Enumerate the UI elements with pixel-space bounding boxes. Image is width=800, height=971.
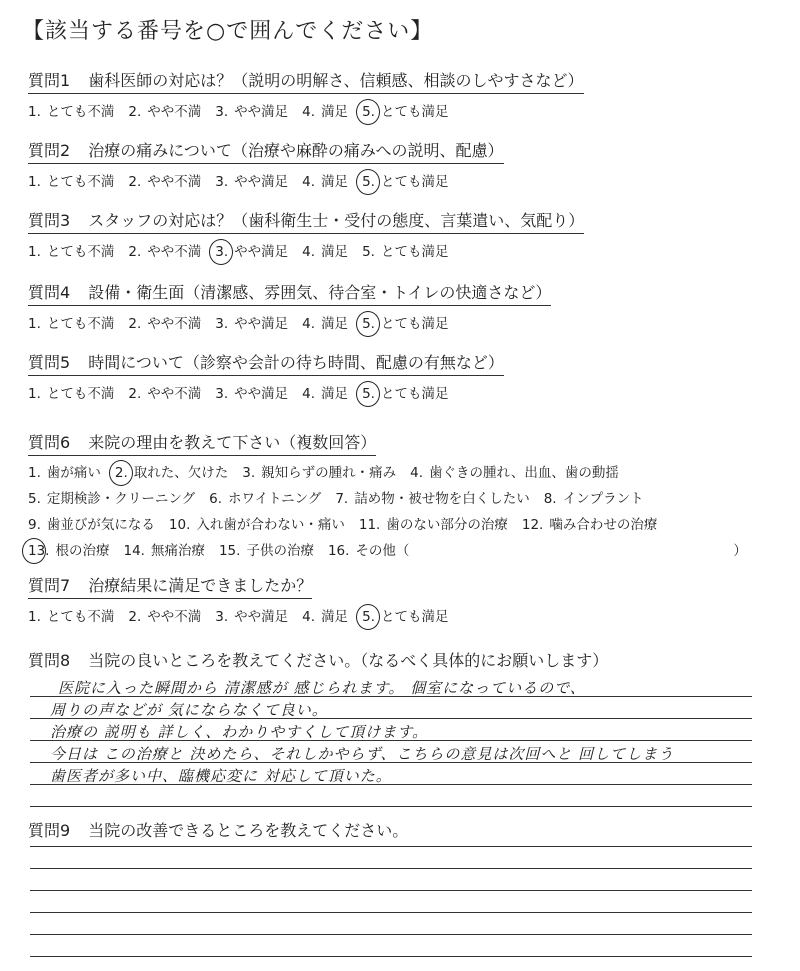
rating-option[interactable]: 4. 満足 (302, 609, 349, 625)
reason-option[interactable]: 13. 根の治療 (28, 543, 110, 559)
question-9-title: 質問9 当院の改善できるところを教えてください。 (28, 821, 409, 840)
rating-option[interactable]: 4. 満足 (302, 316, 349, 332)
question-5-title: 質問5 時間について（診察や会計の待ち時間、配慮の有無など） (28, 350, 504, 376)
question-2 (28, 138, 788, 190)
rating-option[interactable]: 4. 満足 (302, 104, 349, 120)
reason-option[interactable]: 3. 親知らずの腫れ・痛み (242, 465, 397, 481)
rating-option[interactable]: 3. やや満足 (215, 386, 289, 402)
rating-option[interactable]: 3. やや満足 (215, 316, 289, 332)
question-1-title: 質問1 歯科医師の対応は？（説明の明解さ、信頼感、相談のしやすさなど） (28, 68, 584, 94)
rating-option[interactable]: 4. 満足 (302, 174, 349, 190)
answer-line (30, 956, 752, 957)
question-4-options (28, 312, 788, 332)
reason-option[interactable]: 12. 噛み合わせの治療 (521, 517, 658, 533)
selection-circle-mark: 3. (215, 244, 229, 260)
handwritten-answer-line: 歯医者が多い中、臨機応変に 対応して頂いた。 (50, 767, 392, 785)
question-5 (28, 350, 788, 402)
question-4 (28, 280, 788, 332)
rating-option[interactable]: 5. とても満足 (362, 104, 449, 120)
handwritten-answer-line: 今日は この治療と 決めたら、それしかやらず、こちらの意見は次回へと 回してしまう (50, 745, 675, 763)
question-9 (28, 818, 788, 843)
selection-circle-mark: 5. (362, 386, 375, 402)
rating-option[interactable]: 2. やや不満 (128, 174, 202, 190)
rating-option[interactable]: 1. とても不満 (28, 174, 115, 190)
reason-option[interactable]: 1. 歯が痛い (28, 465, 101, 481)
selection-circle-mark: 13. (28, 543, 50, 559)
reason-option[interactable]: 10. 入れ歯が合わない・痛い (168, 517, 345, 533)
answer-line (30, 868, 752, 869)
rating-option[interactable]: 5. とても満足 (362, 244, 449, 260)
question-2-title: 質問2 治療の痛みについて（治療や麻酔の痛みへの説明、配慮） (28, 138, 504, 164)
reason-option[interactable]: 5. 定期検診・クリーニング (28, 491, 196, 507)
question-2-options (28, 170, 788, 190)
reason-option[interactable]: 16. その他（ ） (327, 543, 747, 559)
reason-option[interactable]: 4. 歯ぐきの腫れ、出血、歯の動揺 (410, 465, 619, 481)
rating-option[interactable]: 4. 満足 (302, 244, 349, 260)
answer-line (30, 846, 752, 847)
rating-option[interactable]: 2. やや不満 (128, 104, 202, 120)
reason-row (28, 538, 788, 564)
question-6-title: 質問6 来院の理由を教えて下さい（複数回答） (28, 430, 376, 456)
rating-option[interactable]: 5. とても満足 (362, 174, 449, 190)
reason-row (28, 486, 788, 512)
selection-circle-mark: 5. (362, 609, 375, 625)
answer-line (30, 912, 752, 913)
rating-option[interactable]: 2. やや不満 (128, 386, 202, 402)
question-3-title: 質問3 スタッフの対応は？（歯科衛生士・受付の態度、言葉遣い、気配り） (28, 208, 584, 234)
reason-option[interactable]: 7. 詰め物・被せ物を白くしたい (335, 491, 530, 507)
selection-circle-mark: 5. (362, 104, 375, 120)
rating-option[interactable]: 1. とても不満 (28, 316, 115, 332)
rating-option[interactable]: 5. とても満足 (362, 316, 449, 332)
question-3 (28, 208, 788, 260)
question-6 (28, 430, 788, 564)
reason-option[interactable]: 9. 歯並びが気になる (28, 517, 155, 533)
reason-row (28, 460, 788, 486)
answer-line (30, 890, 752, 891)
rating-option[interactable]: 2. やや不満 (128, 609, 202, 625)
question-7-options (28, 605, 788, 625)
reason-option[interactable]: 8. インプラント (543, 491, 644, 507)
reason-option[interactable]: 6. ホワイトニング (209, 491, 322, 507)
question-5-options (28, 382, 788, 402)
handwritten-answer-line: 周りの声などが 気にならなくて良い。 (50, 701, 328, 719)
rating-option[interactable]: 1. とても不満 (28, 386, 115, 402)
question-6-options (28, 460, 788, 564)
question-8 (28, 648, 788, 673)
question-7 (28, 573, 788, 625)
rating-option[interactable]: 3. やや満足 (215, 609, 289, 625)
handwritten-answer-line: 医院に入った瞬間から 清潔感が 感じられます。 個室になっているので、 (58, 679, 586, 697)
rating-option[interactable]: 3. やや満足 (215, 244, 289, 260)
question-7-title: 質問7 治療結果に満足できましたか？ (28, 573, 312, 599)
question-3-options (28, 240, 788, 260)
handwritten-answer-line: 治療の 説明も 詳しく、わかりやすくして頂けます。 (50, 723, 429, 741)
rating-option[interactable]: 1. とても不満 (28, 244, 115, 260)
selection-circle-mark: 2. (114, 465, 128, 481)
rating-option[interactable]: 1. とても不満 (28, 609, 115, 625)
answer-line (30, 934, 752, 935)
selection-circle-mark: 5. (362, 174, 375, 190)
reason-option[interactable]: 14. 無痛治療 (123, 543, 205, 559)
rating-option[interactable]: 3. やや満足 (215, 174, 289, 190)
reason-row (28, 512, 788, 538)
rating-option[interactable]: 4. 満足 (302, 386, 349, 402)
reason-option[interactable]: 15. 子供の治療 (218, 543, 314, 559)
question-1-options (28, 100, 788, 120)
answer-line (30, 806, 752, 807)
rating-option[interactable]: 2. やや不満 (128, 244, 202, 260)
question-8-title: 質問8 当院の良いところを教えてください。（なるべく具体的にお願いします） (28, 651, 609, 670)
question-1 (28, 68, 788, 120)
rating-option[interactable]: 5. とても満足 (362, 609, 449, 625)
reason-option[interactable]: 2. 取れた、欠けた (114, 465, 229, 481)
rating-option[interactable]: 1. とても不満 (28, 104, 115, 120)
rating-option[interactable]: 2. やや不満 (128, 316, 202, 332)
instruction-header: 【該当する番号を○で囲んでください】 (22, 19, 434, 44)
question-4-title: 質問4 設備・衛生面（清潔感、雰囲気、待合室・トイレの快適さなど） (28, 280, 551, 306)
selection-circle-mark: 5. (362, 316, 375, 332)
rating-option[interactable]: 3. やや満足 (215, 104, 289, 120)
rating-option[interactable]: 5. とても満足 (362, 386, 449, 402)
reason-option[interactable]: 11. 歯のない部分の治療 (358, 517, 508, 533)
